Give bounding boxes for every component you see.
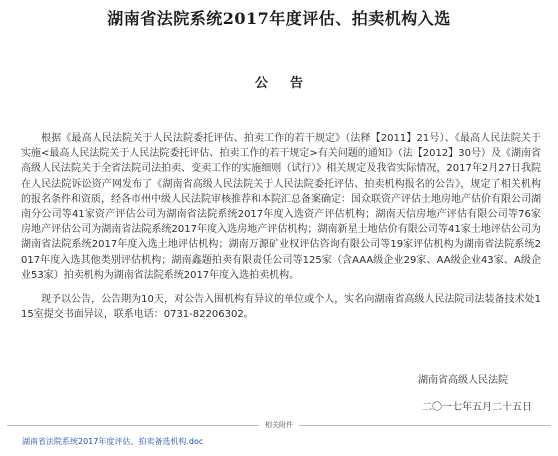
announcement-body <box>21 131 541 322</box>
body-paragraph-2: 现予以公告，公告期为10天，对公告入围机构有异议的单位或个人，实名向湖南省高级人民法院司法装备技术处115室提交书面异议，联系电话：0731-82206302。 <box>21 294 541 321</box>
attachments-label-wrap <box>7 420 551 430</box>
issuer-signature: 湖南省高级人民法院 <box>418 375 508 386</box>
page-title: 湖南省法院系统2017年度评估、拍卖机构入选 <box>107 9 451 28</box>
attachments-label: 相关附件 <box>259 421 299 429</box>
announcement-heading: 公告 <box>254 76 325 91</box>
attachment-link[interactable]: 湖南省法院系统2017年度评估、拍卖备选机构.doc <box>22 437 204 446</box>
body-paragraph-1: 根据《最高人民法院关于人民法院委托评估、拍卖工作的若干规定》（法释【2011】21号）、《最高人民法院关于实施<最高人民法院关于人民法院委托评估、拍卖工作的若干规定>有关问题的通知》（法【2012】30号）及《湖南省高级人民法院关于全省法院司法拍卖、变卖工作的实施细则（试行）》相关规定及我省实际情况，2017年2月27日我院在人民法院诉讼资产网发布了《湖南省高级人民法院关于人民法院委托评估、拍卖机构报名的公告》，规定了相关机构的报名条件和资质，经各市州中级人民法院审核推荐和本院汇总备案确定：国众联资产评估土地房地产估价有限公司湖南分公司等41家资产评估公司为湖南省法院系统2017年度入选资产评估机构；湖南天信房地产评估有限公司等76家房地产评估公司为湖南省法院系统2017年度入选房地产评估机构；湖南新星土地估价有限公司等41家土地评估公司为湖南省法院系统2017年度入选土地评估机构；湖南万源矿业权评估咨询有限公司等19家评估机构为湖南省法院系统2017年度入选其他类别评估机构；湖南鑫题拍卖有限责任公司等125家（含AAA级企业29家、AA级企业43家、A级企业53家）拍卖机构为湖南省法院系统2017年度入选拍卖机构。 <box>21 133 541 281</box>
attachments-section <box>7 421 551 456</box>
issue-date: 二〇一七年五月二十五日 <box>422 402 532 413</box>
